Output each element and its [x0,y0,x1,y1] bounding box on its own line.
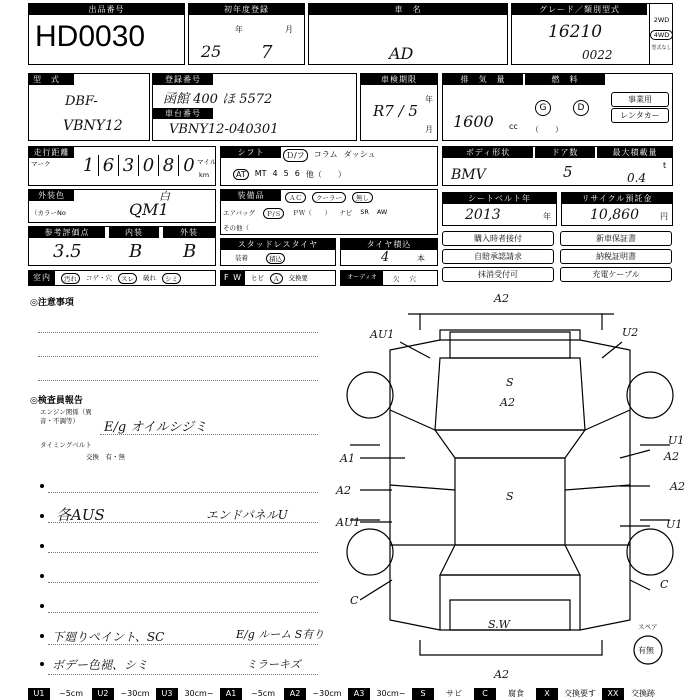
digit: 0 [183,155,195,176]
opt-2wd: 2WD [653,16,670,24]
fuel-label: 燃 料 [525,74,605,85]
legend-bar [28,688,673,700]
bullet [40,574,44,578]
shift-5: 5 [283,169,289,178]
notes-line [100,434,318,435]
studless-box [220,238,336,266]
shift-row2 [233,169,346,180]
equip-row1 [285,192,373,203]
fw-a: Ａ [270,273,283,284]
capacity-label: 最大積載量 [597,147,673,158]
digit: 0 [139,155,159,176]
dmg-a2-right: A2 [664,450,679,463]
displacement-label: 排 気 量 [443,74,523,85]
capacity-value: 0.4 [627,171,647,185]
car-name-value: AD [389,44,414,63]
reg-value: 函館 400 ほ 5572 [163,92,273,107]
tires-label: タイヤ積込 [341,239,437,250]
equip-airbag: エアバッグ [223,209,255,217]
documents [442,231,673,283]
displacement-value: 1600 [453,112,494,131]
car-name-label: 車 名 [309,4,507,15]
color-sub: （カラーNo [31,209,66,217]
grade-label: グレード／類別型式 [512,4,647,15]
equip-aw: AW [376,208,388,216]
notes-line [48,552,318,553]
dmg-au1-left: AU1 [370,328,395,341]
legend-value: 腐食 [508,689,524,698]
fuel-g: G [535,100,551,116]
score-value: 3.5 [53,241,82,262]
recycle-label: リサイクル預託金 [562,193,672,204]
dmg-u2-right: U2 [622,326,639,339]
legend-key: A1 [220,688,242,700]
legend-value: 交換跡 [631,689,655,698]
dmg-au1-left-2: AU1 [336,516,361,529]
equip-row2 [223,208,387,219]
notes-line [48,492,318,493]
shift-box [220,146,438,186]
business-use: 事業用 [611,92,669,107]
notes-line [38,356,318,357]
recycle-box [561,192,673,226]
displacement-unit: cc [509,122,518,131]
legend-key: U3 [156,688,178,700]
legend-value: ~5cm [59,689,83,698]
tires-box [340,238,438,266]
report-line-3b: ミラーキズ [246,658,301,671]
reg-label: 登録番号 [153,74,213,85]
digit: 1 [79,155,99,176]
studless-mounted: 装着 [235,254,248,262]
legend-value: サビ [446,689,462,698]
tires-unit: 本 [417,254,425,263]
seatbelt-value: 2013 [465,207,501,223]
bullet [40,662,44,666]
unit-km: km [199,171,210,179]
grade-value: 16210 [548,22,603,42]
recycle-value: 10,860 [590,207,639,223]
equipment-label: 装備品 [221,190,281,201]
capacity-unit: t [663,161,667,170]
shift-column: コラム [313,150,338,159]
equip-sr: SR [360,208,369,216]
legend-value: 交換要す [564,689,596,698]
meter-label: マーク [31,160,51,168]
dmg-s-hood: S [506,376,514,389]
doc-5: 抹消受付可 [442,267,554,282]
model-value1: DBF- [65,94,98,109]
legend-value: ~5cm [251,689,275,698]
engine-box [442,73,673,141]
legend-key: S [412,688,434,700]
opt-nothing: 型式なし [651,45,672,51]
legend-value: 30cm~ [184,689,214,698]
report-line-2b: E/g ルーム S有り [236,628,325,641]
dmg-a2-right-2: A2 [670,480,685,493]
engine-label: エンジン関係（異音・不調等） [40,408,92,425]
recycle-unit: 円 [660,212,668,221]
lot-label: 出品番号 [29,4,184,15]
chassis-value: VBNY12-040301 [169,122,279,137]
mileage-digits [79,155,199,176]
shift-at: AT [233,169,249,180]
fuel-paren: （ ） [531,125,563,134]
shift-row1 [283,149,375,162]
bullet [40,484,44,488]
seatbelt-label: シートベルト年 [443,193,556,204]
legend-key: U1 [28,688,50,700]
notes-line [48,582,318,583]
interior-score-label: 内装 [109,227,159,238]
year-unit: 年 [235,25,243,34]
first-reg-month: 7 [261,42,273,63]
doc-2: 新車保証書 [560,231,672,246]
dmg-u1-right: U1 [668,434,685,447]
legend-value: 30cm~ [376,689,406,698]
seatbelt-unit: 年 [543,212,551,221]
audio-hole: 穴 [409,274,416,283]
equip-ps: Ｐ/Ｓ [263,208,284,219]
report-line-1: 各AUS [56,506,105,524]
spare-value: 有無 [638,646,654,655]
mileage-box [28,146,216,186]
unit-mile: マイル [197,158,217,166]
fw-items [245,273,308,284]
tires-value: 4 [381,250,390,265]
legend-key: XX [602,688,624,700]
dmg-c-right: C [660,578,669,591]
fuel-d: D [573,100,589,116]
shift-other: 他（ ） [305,170,346,179]
digit: 6 [99,155,119,176]
rental-car: レンタカー [611,108,669,123]
shift-df: Ｄ/フ [283,149,308,162]
studless-loaded: 積込 [266,253,285,264]
first-reg-box [188,3,305,65]
insp-year-unit: 年 [425,95,433,104]
drive-options [649,4,673,64]
engine-note: E/g オイルシジミ [104,420,208,435]
cond-dirt: 汚れ [61,273,80,284]
digit: 8 [159,155,179,176]
equip-pw: ＰＷ（ ） [292,209,332,217]
spare-label: スペア [638,623,658,631]
inspector-title: ◎検査員報告 [30,396,83,406]
interior-cond-label: 室内 [29,271,55,285]
dmg-c-left: C [350,594,359,607]
score-label: 参考評価点 [29,227,105,238]
audio-items [383,274,416,283]
studless-label: スタッドレスタイヤ [221,239,335,250]
notes-line [48,522,318,523]
notes-title: ◎注意事項 [30,298,74,308]
legend-key: C [474,688,496,700]
digit: 3 [119,155,139,176]
first-reg-label: 初年度登録 [189,4,304,15]
equip-cooler: クーラー [312,192,346,203]
equip-other: その他（ [223,224,249,232]
grade-code: 0022 [582,48,613,62]
color-label: 外装色 [29,190,74,201]
dmg-a2-left: A2 [336,484,351,497]
legend-key: A3 [348,688,370,700]
doors-label: ドア数 [535,147,595,158]
notes-line [48,674,318,675]
reg-box [152,73,357,141]
shift-mt: MT [254,169,267,178]
color-value: QM1 [129,200,169,219]
legend-key: X [536,688,558,700]
report-line-3: ボデー色褪、シミ [52,658,149,672]
notes-line [38,380,318,381]
cond-scuff: スレ [118,273,137,284]
legend-key: U2 [92,688,114,700]
legend-key: A2 [284,688,306,700]
model-value2: VBNY12 [63,118,123,134]
equipment-box [220,189,438,235]
bullet [40,544,44,548]
shift-label: シフト [221,147,281,158]
notes-line [48,612,318,613]
model-label: 型 式 [29,74,74,85]
cond-stain: シミ [162,273,181,284]
cond-tear: 破れ [143,273,156,282]
inspection-label: 車検期限 [361,74,437,85]
doc-4: 納税証明書 [560,249,672,264]
seatbelt-box [442,192,557,226]
doc-1: 購入時者接付 [442,231,554,246]
timing-sub: 交換 有・無 [86,453,125,461]
chassis-label: 車台番号 [153,108,213,119]
equip-none: 無し [352,192,373,203]
body-type-value: BMV [451,167,486,183]
doors-value: 5 [563,163,573,181]
first-reg-year: 25 [201,42,222,61]
bullet [40,634,44,638]
legend-value: ~30cm [312,689,342,698]
equip-ac: ＡＣ [285,192,306,203]
insp-month-unit: 月 [425,125,433,134]
doc-3: 自賠承認請求 [442,249,554,264]
exterior-score-label: 外装 [163,227,215,238]
body-box [442,146,673,186]
bullet [40,514,44,518]
equip-navi: ナビ [339,209,353,217]
dmg-u1-right-2: U1 [666,518,683,531]
dmg-a2-bottom: A2 [494,668,509,681]
car-diagram [330,290,690,685]
notes-line [48,644,318,645]
audio-missing: 欠 [393,274,400,283]
opt-4wd: 4WD [650,30,673,40]
body-type-label: ボディ形状 [443,147,533,158]
model-box [28,73,150,141]
color-note: 白 [159,190,170,203]
report-line-1b: エンドパネルU [206,508,288,522]
mileage-label: 走行距離 [29,147,74,158]
dmg-s-roof: S [506,490,514,503]
audio-cond [340,270,438,286]
dmg-sw-rear: S.W [488,618,510,631]
interior-cond [28,270,216,286]
doc-6: 充電ケーブル [560,267,672,282]
score-box [28,226,216,266]
timing-label: タイミングベルト [40,441,92,449]
color-box [28,189,216,223]
studless-opts [235,253,285,264]
shift-dash: ダッシュ [343,150,376,159]
cond-burn: コゲ・穴 [86,273,112,282]
lot-number: HD0030 [35,20,146,53]
audio-label: オーディオ [341,271,383,285]
shift-4: 4 [272,169,278,178]
fw-cond [220,270,336,286]
exterior-score: B [183,241,197,262]
dmg-a2-top: A2 [494,292,509,305]
fw-label: F W [221,271,245,285]
interior-score: B [129,241,143,262]
fw-replace: 交換要 [288,273,308,282]
lot-box [28,3,185,65]
shift-6: 6 [294,169,300,178]
inspection-value: R7 / 5 [373,102,418,120]
legend-value: ~30cm [120,689,150,698]
dmg-a1-left: A1 [340,452,355,465]
month-unit: 月 [285,25,293,34]
grade-box [511,3,673,65]
fw-crack: ヒビ [251,273,264,282]
inspection-box [360,73,438,141]
bullet [40,604,44,608]
report-line-2: 下廻りペイント、SC [52,630,165,644]
car-name-box [308,3,508,65]
dmg-a2-hood: A2 [500,396,515,409]
interior-cond-items [55,273,181,284]
notes-line [38,332,318,333]
